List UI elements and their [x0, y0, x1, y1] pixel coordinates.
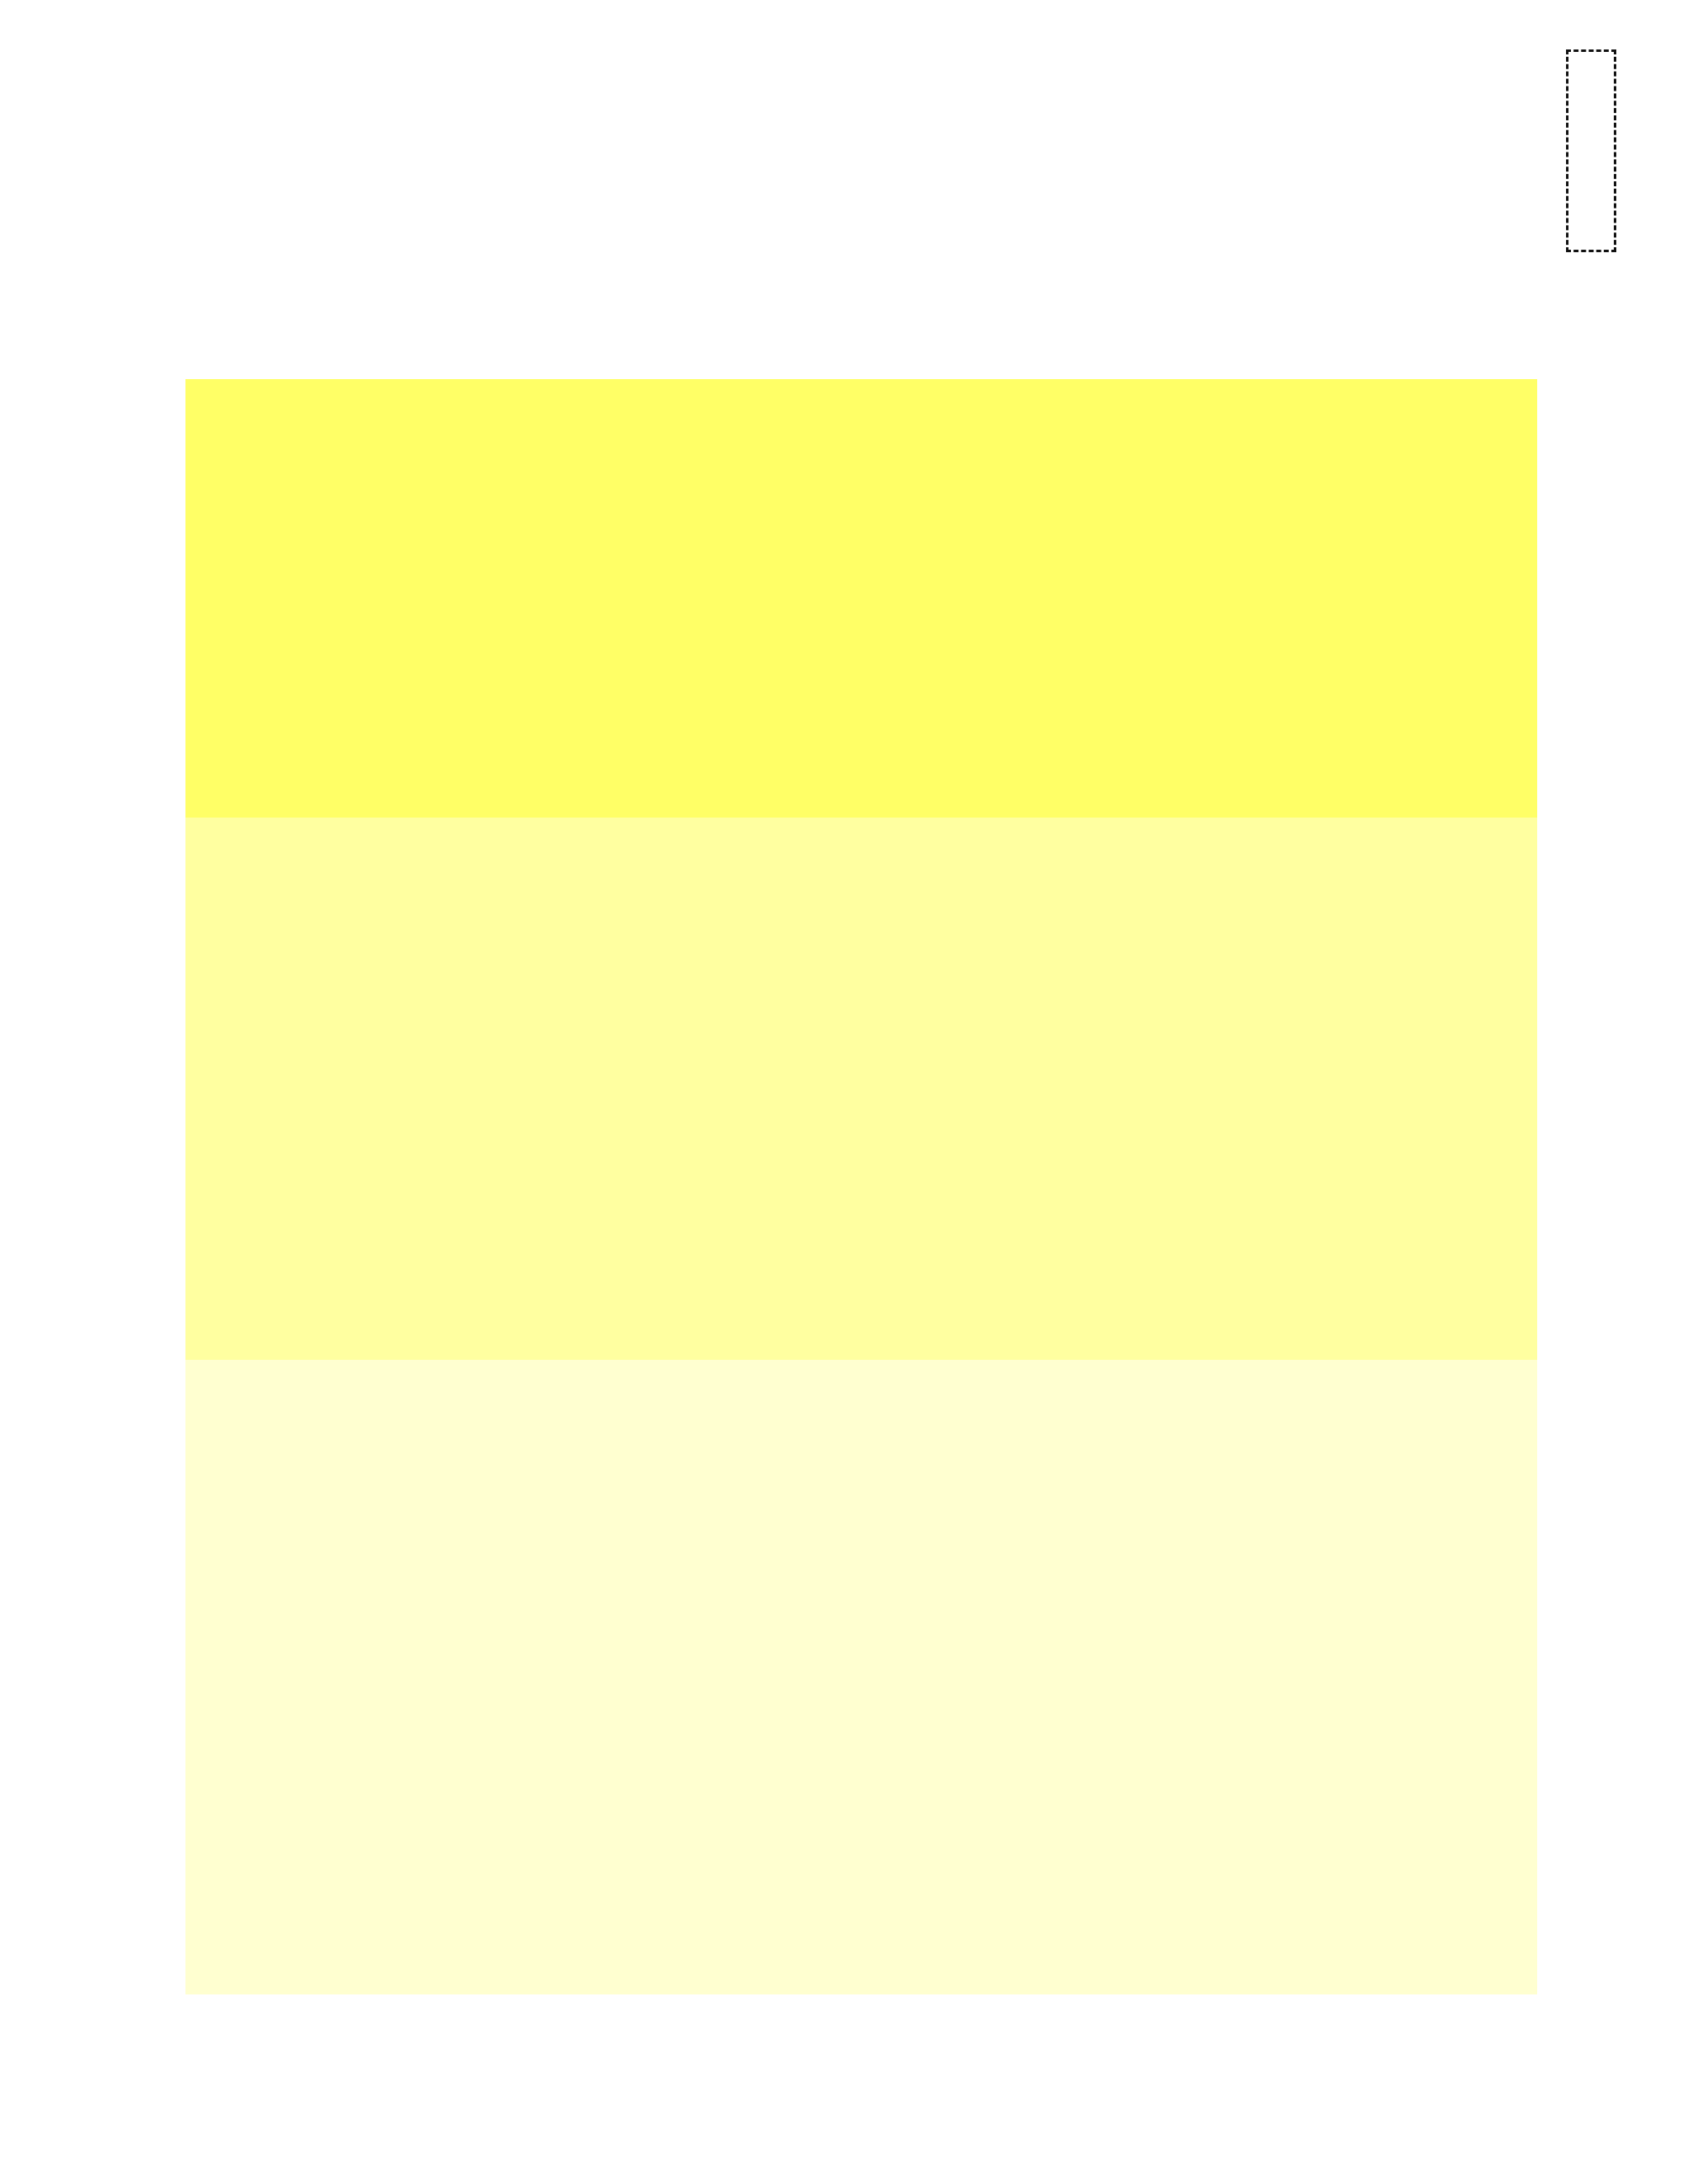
- date-tested-box-19-24-months[interactable]: [1145, 1996, 1349, 2046]
- date-tested-box-9-12-months[interactable]: [736, 1996, 939, 2046]
- date-tested-box-25-36-months[interactable]: [1351, 1996, 1554, 2046]
- date-tested-box-0-4-months[interactable]: [327, 1996, 528, 2046]
- date-tested-box-13-18-months[interactable]: [940, 1996, 1143, 2046]
- date-tested-box-5-8-months[interactable]: [530, 1996, 734, 2046]
